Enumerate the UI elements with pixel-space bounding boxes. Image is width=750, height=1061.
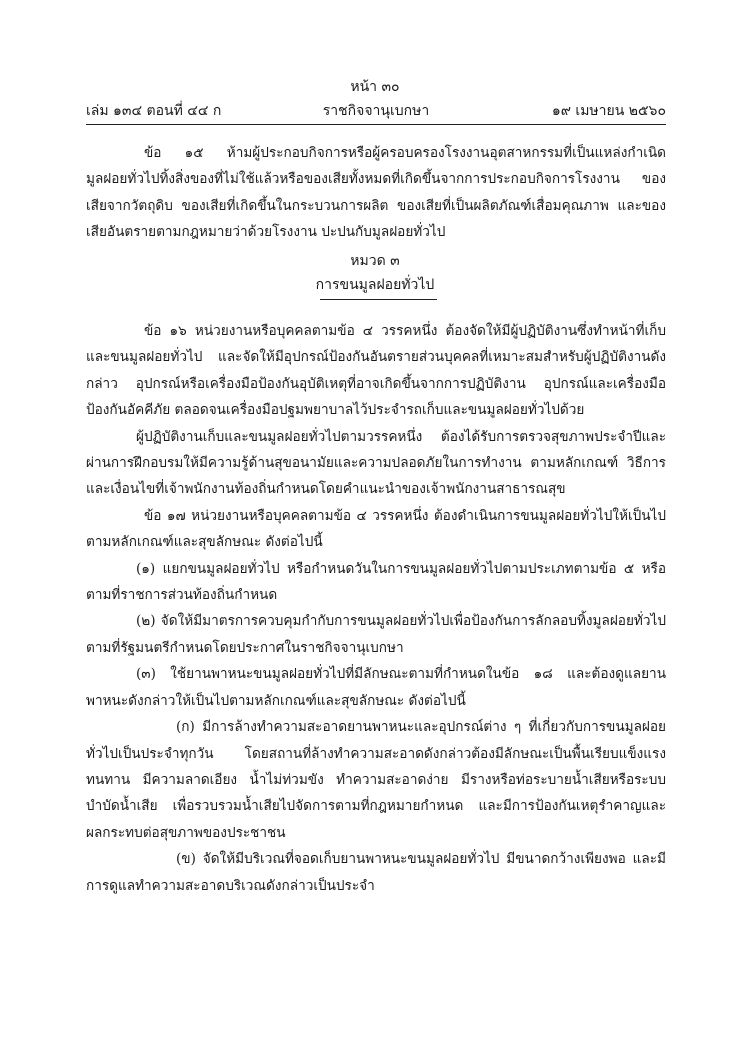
section-15 <box>86 140 666 246</box>
section-17-item-3: (๓) ใช้ยานพาหนะขนมูลฝอยทั่วไปที่มีลักษณะตามที่กำหนดในข้อ ๑๘ และต้องดูแลยานพาหนะดังกล่าวให้เป็นไปตามหลักเกณฑ์และสุขลักษณะ ดังต่อไปนี้ <box>86 666 666 709</box>
section-16-text: ข้อ ๑๖ หน่วยงานหรือบุคคลตามข้อ ๔ วรรคหนึ่ง ต้องจัดให้มีผู้ปฏิบัติงานซึ่งทำหน้าที่เก็บและขนมูลฝอยทั่วไป และจัดให้มีอุปกรณ์ป้องกันอันตรายส่วนบุคคลที่เหมาะสมสำหรับผู้ปฏิบัติงานดังกล่าว อุปกรณ์หรือเครื่องมือป้องกันอุบัติเหตุที่อาจเกิดขึ้นจากการปฏิบัติงาน อุปกรณ์และเครื่องมือป้องกันอัคคีภัย ตลอดจนเครื่องมือปฐมพยาบาลไว้ประจำรถเก็บและขนมูลฝอยทั่วไปด้วย <box>86 323 666 419</box>
section-17-text: ข้อ ๑๗ หน่วยงานหรือบุคคลตามข้อ ๔ วรรคหนึ่ง ต้องดำเนินการขนมูลฝอยทั่วไปให้เป็นไปตามหลักเกณฑ์และสุขลักษณะ ดังต่อไปนี้ <box>86 507 666 551</box>
section-17-item-2: (๒) จัดให้มีมาตรการควบคุมกำกับการขนมูลฝอยทั่วไปเพื่อป้องกันการลักลอบทิ้งมูลฝอยทั่วไปตามที่รัฐมนตรีกำหนดโดยประกาศในราชกิจจานุเบกษา <box>86 613 666 656</box>
header-rule <box>86 124 666 125</box>
section-17-item-1: (๑) แยกขนมูลฝอยทั่วไป หรือกำหนดวันในการขนมูลฝอยทั่วไปตามประเภทตามข้อ ๕ หรือตามที่ราชการส่วนท้องถิ่นกำหนด <box>86 560 666 604</box>
chapter-number: หมวด ๓ <box>350 253 400 269</box>
chapter-title: การขนมูลฝอยทั่วไป <box>315 277 435 293</box>
page-number: หน้า ๓๐ <box>350 79 400 95</box>
section-16-paragraph-2: ผู้ปฏิบัติงานเก็บและขนมูลฝอยทั่วไปตามวรรคหนึ่ง ต้องได้รับการตรวจสุขภาพประจำปีและผ่านการฝึกอบรมให้มีความรู้ด้านสุขอนามัยและความปลอดภัยในการทำงาน ตามหลักเกณฑ์ วิธีการและเงื่อนไขที่เจ้าพนักงานท้องถิ่นกำหนดโดยคำแนะนำของเจ้าพนักงานสาธารณสุข <box>86 428 666 498</box>
section-15-text: ข้อ ๑๕ ห้ามผู้ประกอบกิจการหรือผู้ครอบครองโรงงานอุตสาหกรรมที่เป็นแหล่งกำเนิดมูลฝอยทั่วไปทิ้งสิ่งของที่ไม่ใช้แล้วหรือของเสียทั้งหมดที่เกิดขึ้นจากการประกอบกิจการโรงงาน ของเสียจากวัตถุดิบ ของเสียที่เกิดขึ้นในกระบวนการผลิต ของเสียที่เป็นผลิตภัณฑ์เสื่อมคุณภาพ และของเสียอันตรายตามกฎหมายว่าด้วยโรงงาน ปะปนกับมูลฝอยทั่วไป <box>86 145 666 241</box>
section-17-item-3b: (ข) จัดให้มีบริเวณที่จอดเก็บยานพาหนะขนมูลฝอยทั่วไป มีขนาดกว้างเพียงพอ และมีการดูแลทำความสะอาดบริเวณดังกล่าวเป็นประจำ <box>86 851 666 894</box>
section-17-item-3a: (ก) มีการล้างทำความสะอาดยานพาหนะและอุปกรณ์ต่าง ๆ ที่เกี่ยวกับการขนมูลฝอยทั่วไปเป็นประจำทุกวัน โดยสถานที่ล้างทำความสะอาดดังกล่าวต้องมีลักษณะเป็นพื้นเรียบแข็งแรง ทนทาน มีความลาดเอียง น้ำไม่ท่วมขัง ทำความสะอาดง่าย มีรางหรือท่อระบายน้ำเสียหรือระบบบำบัดน้ำเสีย เพื่อรวบรวมน้ำเสียไปจัดการตามที่กฎหมายกำหนด และมีการป้องกันเหตุรำคาญและผลกระทบต่อสุขภาพของประชาชน <box>86 719 666 841</box>
chapter-underline <box>320 299 437 300</box>
volume-issue: เล่ม ๑๓๔ ตอนที่ ๔๔ ก <box>86 103 222 119</box>
section-16 <box>86 318 666 899</box>
gazette-name: ราชกิจจานุเบกษา <box>322 103 430 119</box>
page-header <box>86 100 666 122</box>
publication-date: ๑๙ เมษายน ๒๕๖๐ <box>551 103 666 119</box>
